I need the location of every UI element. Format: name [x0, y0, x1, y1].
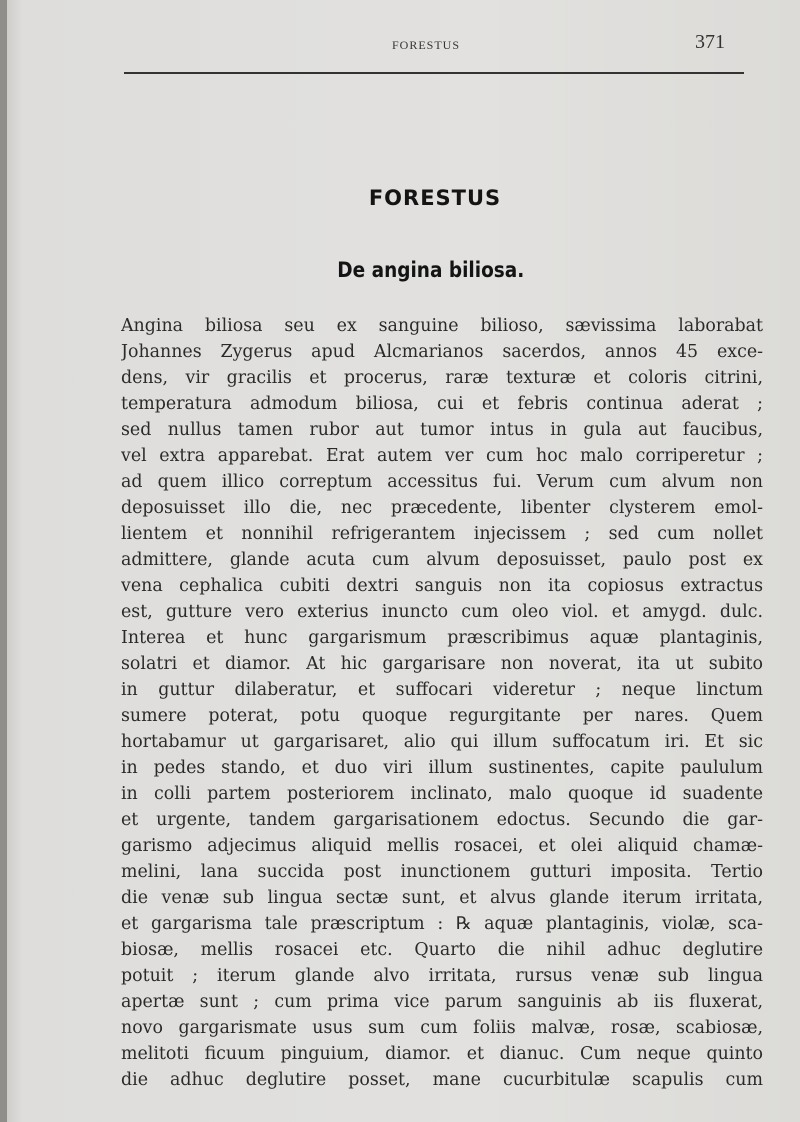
body-line: die adhuc deglutire posset, mane cucurbitulæ scapulis cum: [121, 1070, 763, 1090]
body-line: garismo adjecimus aliquid mellis rosacei, et olei aliquid chamæ-: [121, 836, 763, 856]
page-binding-edge: [0, 0, 7, 1122]
body-line: melini, lana succida post inunctionem gutturi imposita. Tertio: [121, 862, 763, 882]
body-line: in colli partem posteriorem inclinato, malo quoque id suadente: [121, 784, 763, 804]
body-line: et urgente, tandem gargarisationem edoctus. Secundo die gar-: [121, 810, 763, 830]
section-title: De angina biliosa.: [337, 258, 525, 282]
body-line: die venæ sub lingua sectæ sunt, et alvus glande iterum irritata,: [121, 888, 763, 908]
body-line: lientem et nonnihil refrigerantem injecissem ; sed cum nollet: [121, 524, 763, 544]
body-line: sumere poterat, potu quoque regurgitante per nares. Quem: [121, 706, 763, 726]
body-line: temperatura admodum biliosa, cui et febris continua aderat ;: [121, 394, 763, 414]
body-line: admittere, glande acuta cum alvum deposuisset, paulo post ex: [121, 550, 763, 570]
body-line: vena cephalica cubiti dextri sanguis non ita copiosus extractus: [121, 576, 763, 596]
body-line: melitoti ficuum pinguium, diamor. et dianuc. Cum neque quinto: [121, 1044, 763, 1064]
body-line: apertæ sunt ; cum prima vice parum sanguinis ab iis fluxerat,: [121, 992, 763, 1012]
body-line: in pedes stando, et duo viri illum sustinentes, capite paululum: [121, 758, 763, 778]
body-text: [121, 313, 763, 1093]
header-rule: [124, 72, 744, 74]
body-line: et gargarisma tale præscriptum : ℞ aquæ plantaginis, violæ, sca-: [121, 914, 763, 934]
body-line: deposuisset illo die, nec præcedente, libenter clysterem emol-: [121, 498, 763, 518]
body-line: potuit ; iterum glande alvo irritata, rursus venæ sub lingua: [121, 966, 763, 986]
body-line: vel extra apparebat. Erat autem ver cum hoc malo corriperetur ;: [121, 446, 763, 466]
body-line: hortabamur ut gargarisaret, alio qui illum suffocatum iri. Et sic: [121, 732, 763, 752]
body-line: est, gutture vero exterius inuncto cum oleo viol. et amygd. dulc.: [121, 602, 763, 622]
body-line: biosæ, mellis rosacei etc. Quarto die nihil adhuc deglutire: [121, 940, 763, 960]
body-line: in guttur dilaberatur, et suffocari videretur ; neque linctum: [121, 680, 763, 700]
body-line: solatri et diamor. At hic gargarisare non noverat, ita ut subito: [121, 654, 763, 674]
running-header-title: FORESTUS: [392, 38, 461, 52]
body-line: ad quem illico correptum accessitus fui. Verum cum alvum non: [121, 472, 763, 492]
page-number: 371: [695, 31, 725, 53]
body-line: dens, vir gracilis et procerus, raræ texturæ et coloris citrini,: [121, 368, 763, 388]
body-line: sed nullus tamen rubor aut tumor intus in gula aut faucibus,: [121, 420, 763, 440]
body-line: Interea et hunc gargarismum præscribimus aquæ plantaginis,: [121, 628, 763, 648]
body-line: Angina biliosa seu ex sanguine bilioso, sævissima laborabat: [121, 316, 763, 336]
chapter-title: FORESTUS: [368, 186, 502, 210]
body-line: Johannes Zygerus apud Alcmarianos sacerdos, annos 45 exce-: [121, 342, 763, 362]
body-line: novo gargarismate usus sum cum foliis malvæ, rosæ, scabiosæ,: [121, 1018, 763, 1038]
